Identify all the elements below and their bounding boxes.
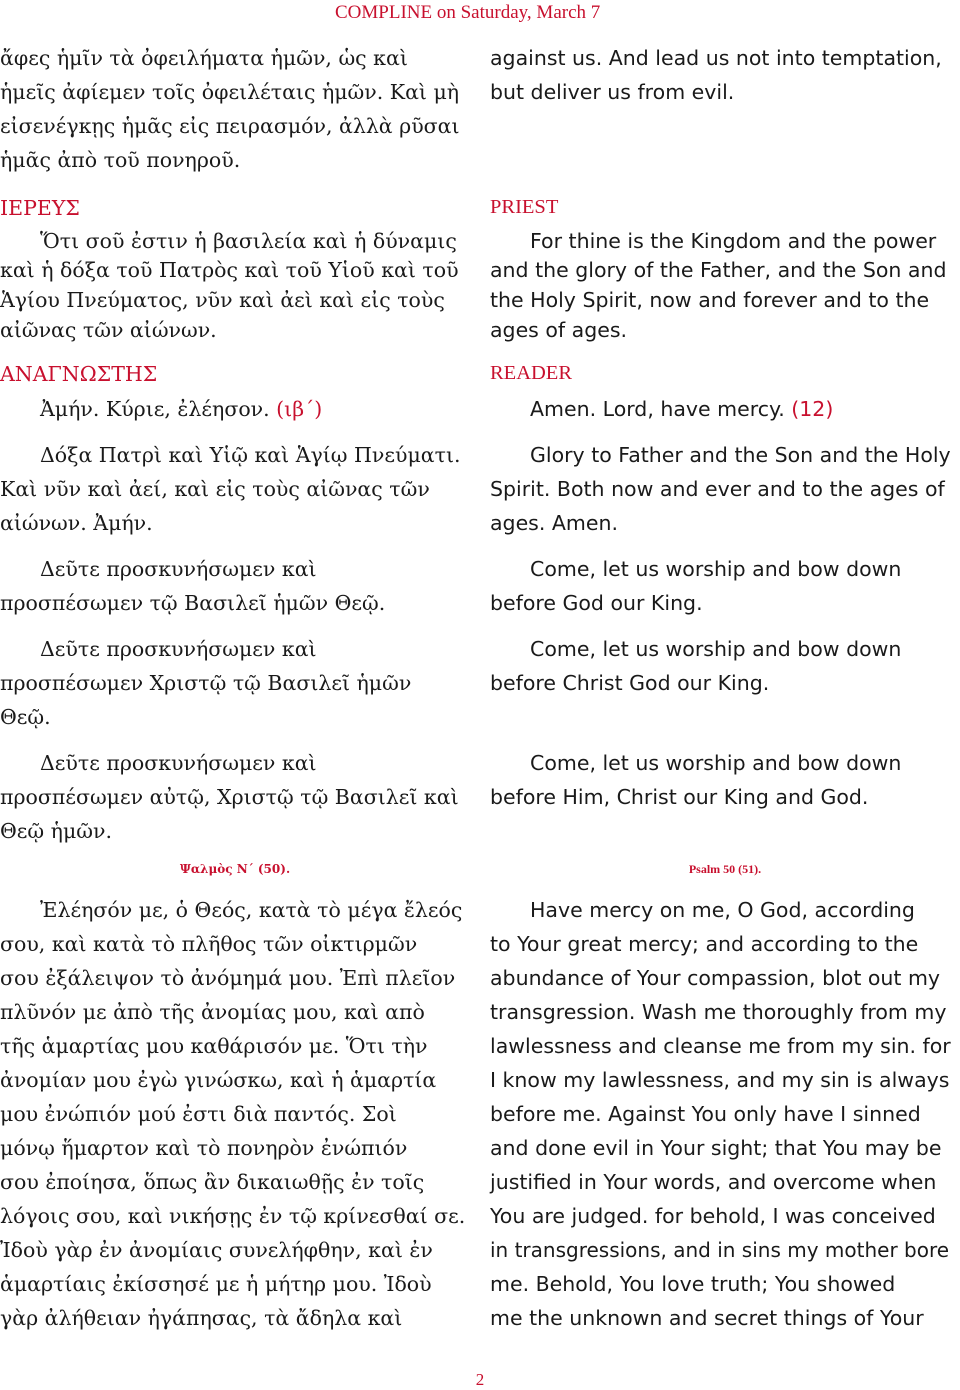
english-text-line: before Him, Christ our King and God. xyxy=(490,785,869,809)
english-text-line: ages of ages. xyxy=(490,318,628,342)
greek-text-line: αἰώνων. Ἀμήν. xyxy=(0,511,153,535)
english-psalm-line: me the unknown and secret things of Your xyxy=(490,1306,924,1330)
english-text-line: Come, let us worship and bow down xyxy=(530,557,902,581)
english-psalm-line: justified in Your words, and overcome when xyxy=(490,1170,937,1194)
english-psalm-title: Psalm 50 (51). xyxy=(688,862,762,876)
english-psalm-line: I know my lawlessness, and my sin is always xyxy=(490,1068,950,1092)
english-text-line: ages. Amen. xyxy=(490,511,619,535)
english-psalm-line: transgression. Wash me thoroughly from my xyxy=(490,1000,947,1024)
english-psalm-line: Have mercy on me, O God, according xyxy=(530,898,915,922)
english-psalm-line: in transgressions, and in sins my mother bore xyxy=(490,1238,950,1262)
greek-text-line: Θεῷ ἡμῶν. xyxy=(0,819,112,843)
greek-text-line: ἡμᾶς ἀπὸ τοῦ πονηροῦ. xyxy=(0,148,241,172)
english-psalm-line: before me. Against You only have I sinned xyxy=(490,1102,921,1126)
greek-text-line: Δόξα Πατρὶ καὶ Υἱῷ καὶ Ἁγίῳ Πνεύματι. xyxy=(40,443,461,467)
greek-psalm-line: σου, καὶ κατὰ τὸ πλῆθος τῶν οἰκτιρμῶν xyxy=(0,932,418,956)
greek-text-line: προσπέσωμεν αὐτῷ, Χριστῷ τῷ Βασιλεῖ καὶ xyxy=(0,785,459,809)
greek-text-line: Ὅτι σοῦ ἐστιν ἡ βασιλεία καὶ ἡ δύναμις xyxy=(40,229,457,253)
greek-text-line: ἄφες ἡμῖν τὰ ὀφειλήματα ἡμῶν, ὡς καὶ xyxy=(0,46,408,70)
english-psalm-line: lawlessness and cleanse me from my sin. for xyxy=(490,1034,951,1058)
greek-text-line: εἰσενέγκῃς ἡμᾶς εἰς πειρασμόν, ἀλλὰ ρῦσαι xyxy=(0,114,460,138)
english-text-line: Come, let us worship and bow down xyxy=(530,751,902,775)
english-text-line: but deliver us from evil. xyxy=(490,80,735,104)
greek-psalm-line: τῆς ἁμαρτίας μου καθάρισόν με. Ὅτι τὴν xyxy=(0,1034,428,1058)
english-priest-label: PRIEST xyxy=(490,196,559,218)
english-text-line: before Christ God our King. xyxy=(490,671,770,695)
english-amen-count: (12) xyxy=(791,397,834,421)
greek-text-line: Δεῦτε προσκυνήσωμεν καὶ xyxy=(40,751,317,775)
english-text-line: the Holy Spirit, now and forever and to the xyxy=(490,288,930,312)
english-text-line: Glory to Father and the Son and the Holy xyxy=(530,443,951,467)
greek-psalm-line: ἁμαρτίαις ἐκίσσησέ με ἡ μήτηρ μου. Ἰδοὺ xyxy=(0,1272,432,1296)
english-text-line: Come, let us worship and bow down xyxy=(530,637,902,661)
greek-text-line: Καὶ νῦν καὶ ἀεί, καὶ εἰς τοὺς αἰῶνας τῶν xyxy=(0,477,430,501)
greek-reader-label: ΑΝΑΓΝΩΣΤΗΣ xyxy=(0,362,158,386)
greek-psalm-line: μόνῳ ἥμαρτον καὶ τὸ πονηρὸν ἐνώπιόν xyxy=(0,1136,408,1160)
greek-psalm-line: Ἰδοὺ γὰρ ἐν ἀνομίαις συνελήφθην, καὶ ἐν xyxy=(0,1238,433,1262)
greek-text-line: ἡμεῖς ἀφίεμεν τοῖς ὀφειλέταις ἡμῶν. Καὶ μὴ xyxy=(0,80,460,104)
english-psalm-line: and done evil in Your sight; that You may be xyxy=(490,1136,942,1160)
english-text-line: against us. And lead us not into temptation, xyxy=(490,46,942,70)
greek-text-line: Θεῷ. xyxy=(0,705,51,729)
greek-amen-count: (ιβ΄) xyxy=(276,397,323,421)
greek-text-line: προσπέσωμεν Χριστῷ τῷ Βασιλεῖ ἡμῶν xyxy=(0,671,412,695)
english-psalm-line: me. Behold, You love truth; You showed xyxy=(490,1272,896,1296)
greek-text-line: καὶ ἡ δόξα τοῦ Πατρὸς καὶ τοῦ Υἱοῦ καὶ τοῦ xyxy=(0,258,459,282)
page-number: 2 xyxy=(475,1370,485,1389)
greek-text-line: Ἁγίου Πνεύματος, νῦν καὶ ἀεὶ καὶ εἰς τοὺς xyxy=(0,288,445,312)
greek-psalm-line: σου ἐξάλειψον τὸ ἀνόμημά μου. Ἐπὶ πλεῖον xyxy=(0,966,456,990)
english-reader-label: READER xyxy=(490,362,572,384)
greek-psalm-line: λόγοις σου, καὶ νικήσῃς ἐν τῷ κρίνεσθαί σε. xyxy=(0,1204,466,1228)
english-psalm-line: You are judged. for behold, I was conceived xyxy=(490,1204,936,1228)
greek-text-line: προσπέσωμεν τῷ Βασιλεῖ ἡμῶν Θεῷ. xyxy=(0,591,386,615)
greek-psalm-line: σου ἐποίησα, ὅπως ἂν δικαιωθῇς ἐν τοῖς xyxy=(0,1170,425,1194)
english-amen-line xyxy=(530,397,833,421)
greek-text-line: Δεῦτε προσκυνήσωμεν καὶ xyxy=(40,557,317,581)
greek-psalm-line: γὰρ ἀλήθειαν ἠγάπησας, τὰ ἄδηλα καὶ xyxy=(0,1306,403,1330)
english-psalm-line: to Your great mercy; and according to the xyxy=(490,932,919,956)
english-text-line: before God our King. xyxy=(490,591,703,615)
english-text-line: Spirit. Both now and ever and to the ages of xyxy=(490,477,945,501)
greek-text-line: αἰῶνας τῶν αἰώνων. xyxy=(0,318,217,342)
english-psalm-line: abundance of Your compassion, blot out my xyxy=(490,966,941,990)
greek-psalm-line: ἀνομίαν μου ἐγὼ γινώσκω, καὶ ἡ ἁμαρτία xyxy=(0,1068,437,1092)
greek-priest-label: ΙΕΡΕΥΣ xyxy=(0,196,80,220)
greek-text-line: Δεῦτε προσκυνήσωμεν καὶ xyxy=(40,637,317,661)
header-title: COMPLINE on Saturday, March 7 xyxy=(335,2,601,23)
greek-amen-line xyxy=(40,397,322,421)
english-text-line: For thine is the Kingdom and the power xyxy=(530,229,937,253)
greek-psalm-line: μου ἐνώπιόν μού ἐστι διὰ παντός. Σοὶ xyxy=(0,1102,397,1126)
greek-amen: Ἀμήν. Κύριε, ἐλέησον. xyxy=(40,397,270,421)
english-text-line: and the glory of the Father, and the Son and xyxy=(490,258,947,282)
greek-psalm-line: πλῦνόν με ἀπὸ τῆς ἀνομίας μου, καὶ απὸ xyxy=(0,1000,425,1024)
english-amen: Amen. Lord, have mercy. xyxy=(530,397,785,421)
greek-psalm-line: Ἐλέησόν με, ὁ Θεός, κατὰ τὸ μέγα ἔλεός xyxy=(40,898,463,922)
greek-psalm-title: Ψαλμὸς Ν΄ (50). xyxy=(179,862,291,876)
